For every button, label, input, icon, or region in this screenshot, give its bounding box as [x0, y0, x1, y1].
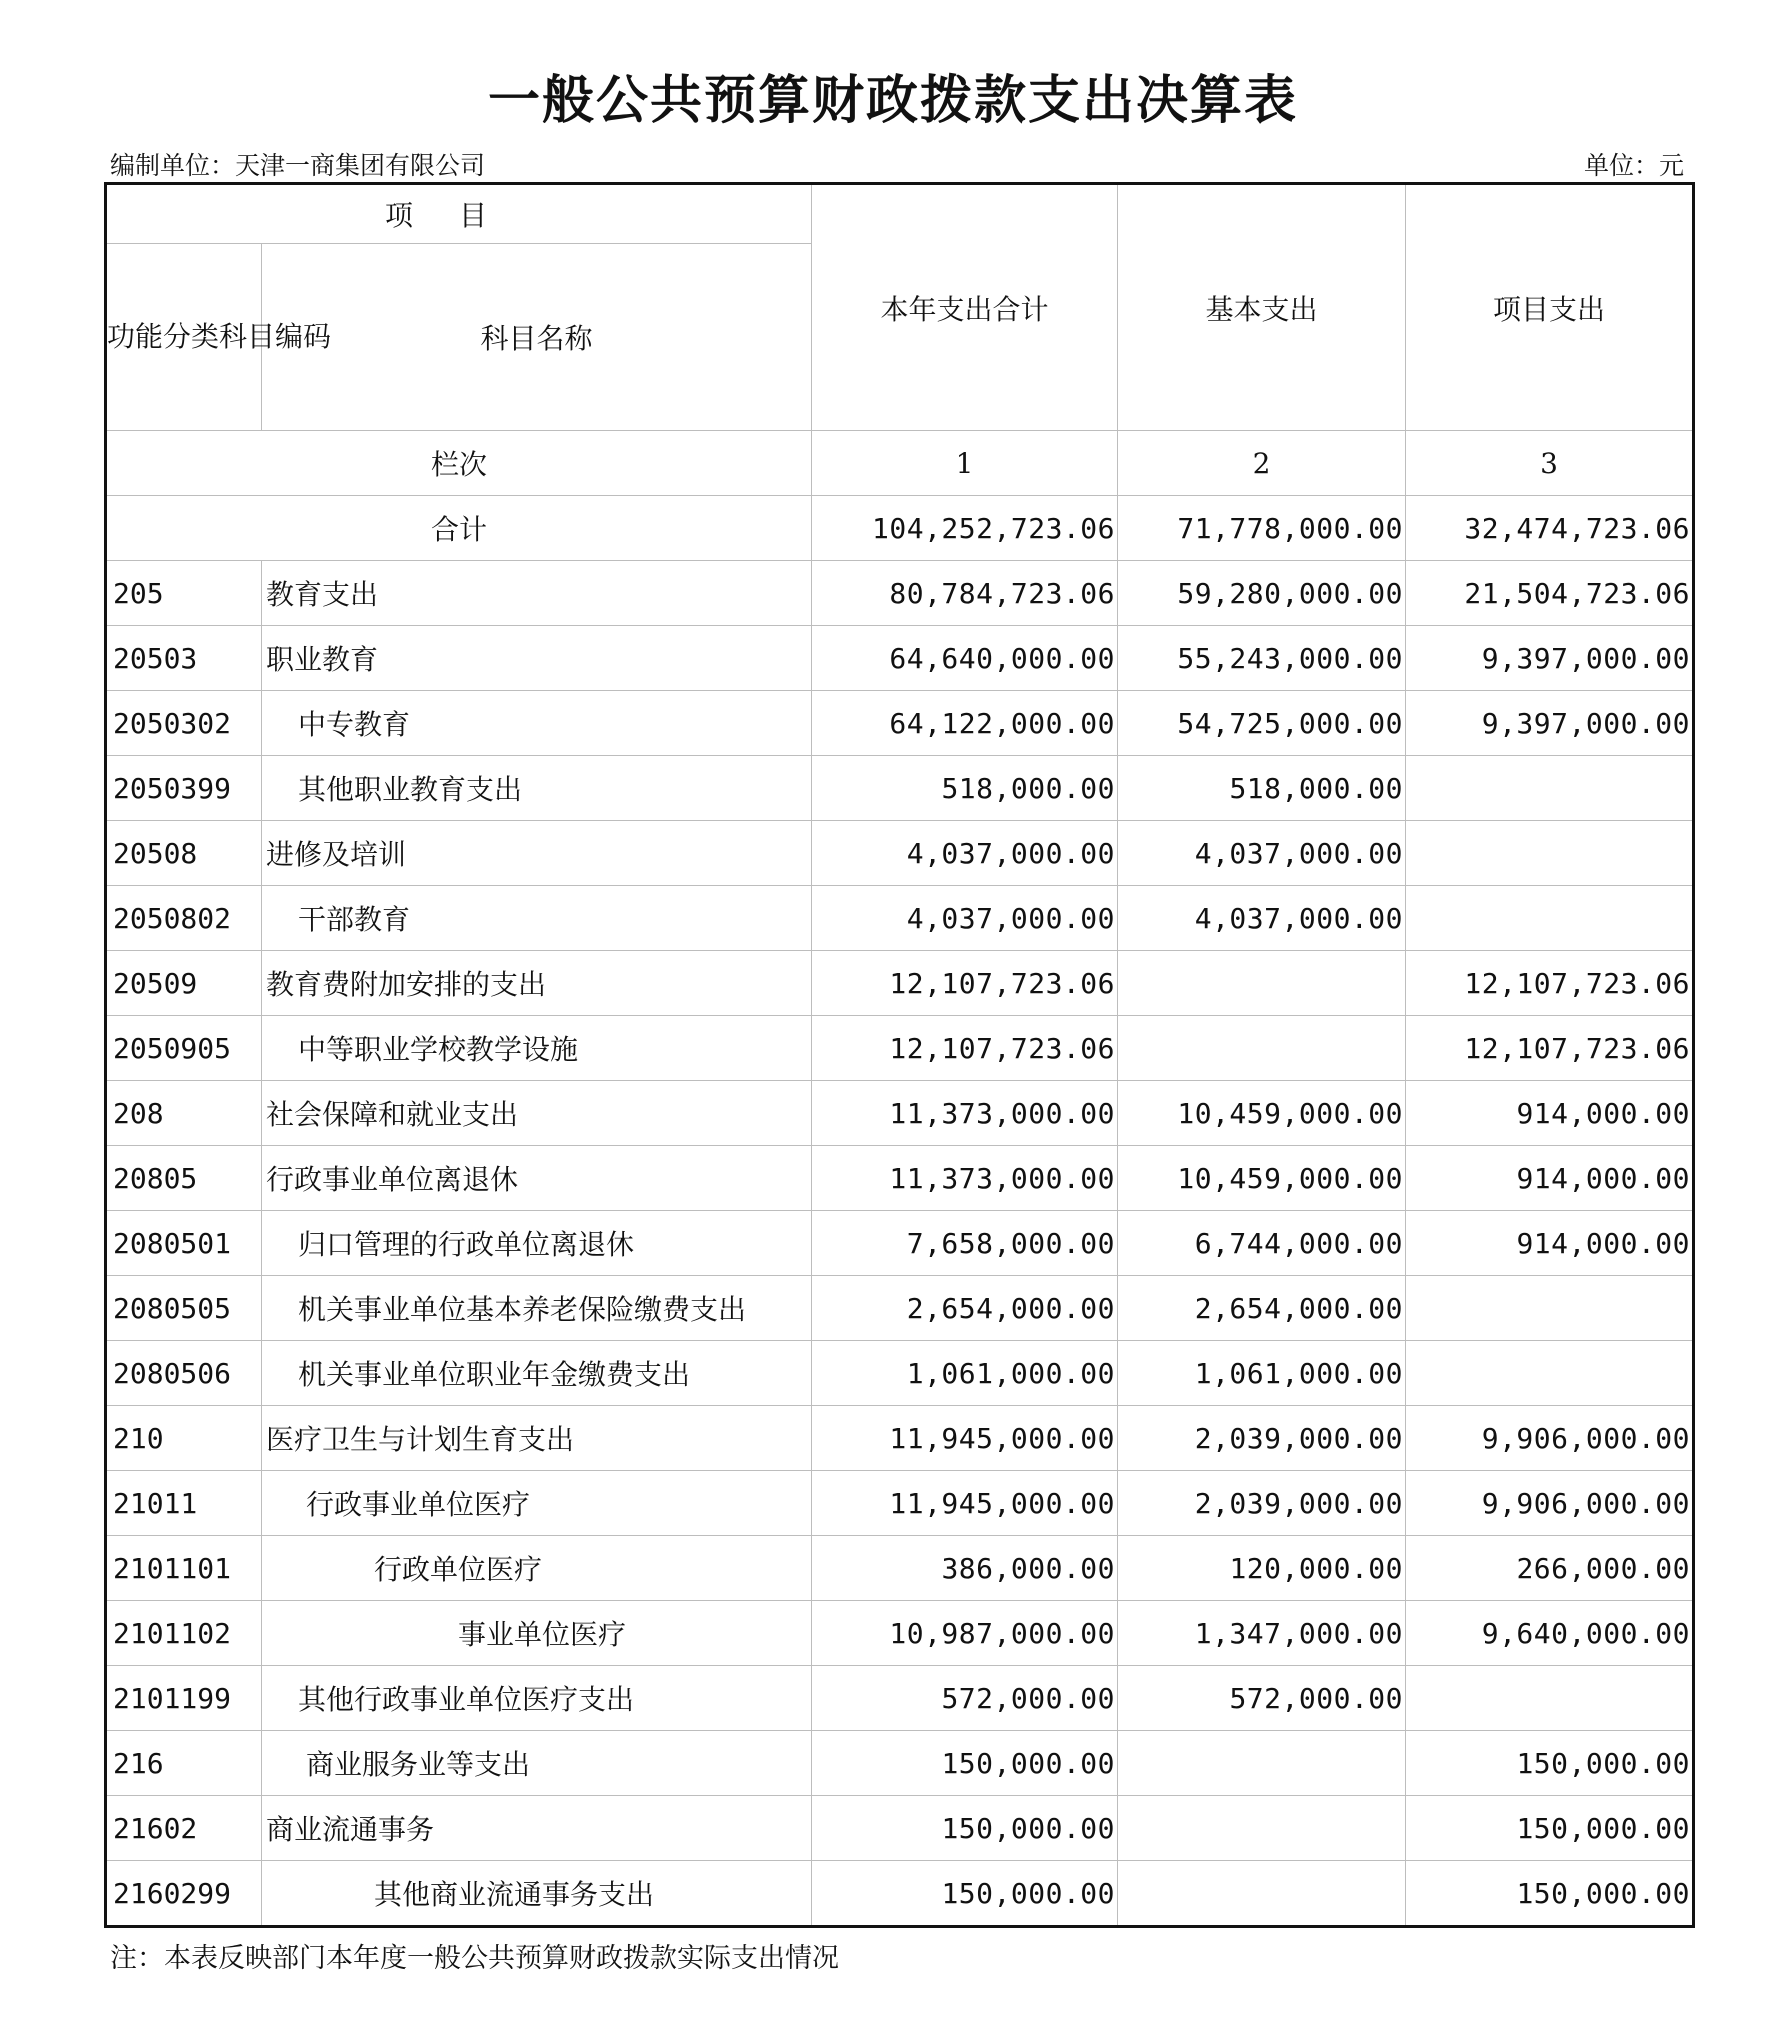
row-basic: 6,744,000.00 [1118, 1211, 1406, 1276]
page-title: 一般公共预算财政拨款支出决算表 [487, 70, 1298, 131]
row-total: 10,987,000.00 [812, 1601, 1118, 1666]
row-basic: 10,459,000.00 [1118, 1081, 1406, 1146]
row-code: 216 [106, 1731, 262, 1796]
row-basic: 1,061,000.00 [1118, 1341, 1406, 1406]
footnote: 注：本表反映部门本年度一般公共预算财政拨款实际支出情况 [110, 1943, 839, 1974]
row-total: 64,640,000.00 [812, 626, 1118, 691]
row-project [1406, 1666, 1694, 1731]
row-project: 914,000.00 [1406, 1146, 1694, 1211]
row-basic [1118, 1796, 1406, 1861]
table-row [106, 561, 1694, 626]
header-total-expenditure: 本年支出合计 [812, 184, 1118, 431]
row-basic [1118, 1731, 1406, 1796]
row-basic [1118, 1861, 1406, 1927]
row-name: 社会保障和就业支出 [262, 1081, 812, 1146]
table-row [106, 1016, 1694, 1081]
row-basic: 59,280,000.00 [1118, 561, 1406, 626]
row-project: 21,504,723.06 [1406, 561, 1694, 626]
row-project [1406, 821, 1694, 886]
grand-total-project: 32,474,723.06 [1406, 496, 1694, 561]
row-total: 150,000.00 [812, 1796, 1118, 1861]
header-code: 功能分类科目编码 [106, 244, 262, 431]
row-project: 266,000.00 [1406, 1536, 1694, 1601]
row-project: 914,000.00 [1406, 1081, 1694, 1146]
row-basic [1118, 1016, 1406, 1081]
row-project [1406, 886, 1694, 951]
row-code: 20805 [106, 1146, 262, 1211]
row-basic: 54,725,000.00 [1118, 691, 1406, 756]
row-total: 150,000.00 [812, 1861, 1118, 1927]
table-row [106, 1666, 1694, 1731]
table-row [106, 886, 1694, 951]
row-name: 干部教育 [262, 886, 812, 951]
row-total: 4,037,000.00 [812, 886, 1118, 951]
row-project: 9,640,000.00 [1406, 1601, 1694, 1666]
row-code: 20508 [106, 821, 262, 886]
row-total: 7,658,000.00 [812, 1211, 1118, 1276]
row-code: 2101199 [106, 1666, 262, 1731]
lanci-2: 2 [1118, 431, 1406, 496]
table-row [106, 1861, 1694, 1927]
row-name: 中等职业学校教学设施 [262, 1016, 812, 1081]
row-name: 行政事业单位离退休 [262, 1146, 812, 1211]
row-code: 210 [106, 1406, 262, 1471]
row-total: 11,373,000.00 [812, 1146, 1118, 1211]
row-project: 150,000.00 [1406, 1796, 1694, 1861]
row-project [1406, 1276, 1694, 1341]
row-project: 150,000.00 [1406, 1731, 1694, 1796]
row-basic: 2,039,000.00 [1118, 1406, 1406, 1471]
row-basic: 55,243,000.00 [1118, 626, 1406, 691]
row-name: 教育费附加安排的支出 [262, 951, 812, 1016]
grand-total-expenditure: 104,252,723.06 [812, 496, 1118, 561]
header-name: 科目名称 [262, 244, 812, 431]
header-item: 项目 [106, 184, 812, 244]
row-name: 商业服务业等支出 [262, 1731, 812, 1796]
row-code: 2050905 [106, 1016, 262, 1081]
table-row [106, 1536, 1694, 1601]
row-total: 4,037,000.00 [812, 821, 1118, 886]
row-total: 1,061,000.00 [812, 1341, 1118, 1406]
row-basic: 2,654,000.00 [1118, 1276, 1406, 1341]
row-name: 中专教育 [262, 691, 812, 756]
row-project: 9,906,000.00 [1406, 1406, 1694, 1471]
row-basic [1118, 951, 1406, 1016]
row-code: 2050302 [106, 691, 262, 756]
row-name: 其他职业教育支出 [262, 756, 812, 821]
row-total: 11,373,000.00 [812, 1081, 1118, 1146]
row-name: 职业教育 [262, 626, 812, 691]
table-row [106, 821, 1694, 886]
row-basic: 120,000.00 [1118, 1536, 1406, 1601]
row-code: 2050802 [106, 886, 262, 951]
row-name: 事业单位医疗 [262, 1601, 812, 1666]
row-total: 12,107,723.06 [812, 1016, 1118, 1081]
table-row [106, 1211, 1694, 1276]
table-row [106, 1341, 1694, 1406]
table-row [106, 756, 1694, 821]
row-basic: 518,000.00 [1118, 756, 1406, 821]
lanci-3: 3 [1406, 431, 1694, 496]
row-project: 9,397,000.00 [1406, 691, 1694, 756]
row-name: 归口管理的行政单位离退休 [262, 1211, 812, 1276]
row-name: 其他商业流通事务支出 [262, 1861, 812, 1927]
table-row [106, 1276, 1694, 1341]
row-project: 12,107,723.06 [1406, 1016, 1694, 1081]
row-code: 2101101 [106, 1536, 262, 1601]
row-name: 机关事业单位职业年金缴费支出 [262, 1341, 812, 1406]
table-row [106, 1731, 1694, 1796]
row-basic: 4,037,000.00 [1118, 886, 1406, 951]
row-name: 其他行政事业单位医疗支出 [262, 1666, 812, 1731]
row-basic: 572,000.00 [1118, 1666, 1406, 1731]
row-name: 教育支出 [262, 561, 812, 626]
row-name: 行政单位医疗 [262, 1536, 812, 1601]
row-total: 11,945,000.00 [812, 1471, 1118, 1536]
compiling-unit: 编制单位：天津一商集团有限公司 [110, 151, 486, 180]
row-total: 150,000.00 [812, 1731, 1118, 1796]
row-code: 2080505 [106, 1276, 262, 1341]
table-row [106, 1406, 1694, 1471]
expenditure-table [104, 182, 1695, 1928]
grand-total-basic: 71,778,000.00 [1118, 496, 1406, 561]
row-code: 2050399 [106, 756, 262, 821]
table-row [106, 1471, 1694, 1536]
row-code: 2160299 [106, 1861, 262, 1927]
lanci-1: 1 [812, 431, 1118, 496]
row-project: 9,397,000.00 [1406, 626, 1694, 691]
row-basic: 10,459,000.00 [1118, 1146, 1406, 1211]
row-name: 机关事业单位基本养老保险缴费支出 [262, 1276, 812, 1341]
header-basic-expenditure: 基本支出 [1118, 184, 1406, 431]
row-code: 21602 [106, 1796, 262, 1861]
row-project: 914,000.00 [1406, 1211, 1694, 1276]
row-project: 150,000.00 [1406, 1861, 1694, 1927]
table-row [106, 691, 1694, 756]
row-project [1406, 756, 1694, 821]
row-total: 64,122,000.00 [812, 691, 1118, 756]
table-row [106, 1081, 1694, 1146]
row-basic: 2,039,000.00 [1118, 1471, 1406, 1536]
table-row [106, 951, 1694, 1016]
row-total: 80,784,723.06 [812, 561, 1118, 626]
table-row [106, 1146, 1694, 1211]
row-name: 医疗卫生与计划生育支出 [262, 1406, 812, 1471]
row-code: 20503 [106, 626, 262, 691]
currency-unit: 单位：元 [1583, 151, 1684, 180]
row-name: 行政事业单位医疗 [262, 1471, 812, 1536]
row-total: 11,945,000.00 [812, 1406, 1118, 1471]
row-code: 205 [106, 561, 262, 626]
row-name: 进修及培训 [262, 821, 812, 886]
row-total: 12,107,723.06 [812, 951, 1118, 1016]
table-row [106, 1796, 1694, 1861]
row-project: 9,906,000.00 [1406, 1471, 1694, 1536]
row-code: 2101102 [106, 1601, 262, 1666]
total-label: 合计 [106, 496, 812, 561]
row-total: 386,000.00 [812, 1536, 1118, 1601]
row-code: 20509 [106, 951, 262, 1016]
row-basic: 1,347,000.00 [1118, 1601, 1406, 1666]
row-total: 2,654,000.00 [812, 1276, 1118, 1341]
row-code: 208 [106, 1081, 262, 1146]
row-project [1406, 1341, 1694, 1406]
lanci-label: 栏次 [106, 431, 812, 496]
row-total: 572,000.00 [812, 1666, 1118, 1731]
header-project-expenditure: 项目支出 [1406, 184, 1694, 431]
row-project: 12,107,723.06 [1406, 951, 1694, 1016]
table-row [106, 1601, 1694, 1666]
table-row [106, 626, 1694, 691]
row-basic: 4,037,000.00 [1118, 821, 1406, 886]
row-name: 商业流通事务 [262, 1796, 812, 1861]
row-code: 2080506 [106, 1341, 262, 1406]
row-code: 21011 [106, 1471, 262, 1536]
row-code: 2080501 [106, 1211, 262, 1276]
row-total: 518,000.00 [812, 756, 1118, 821]
